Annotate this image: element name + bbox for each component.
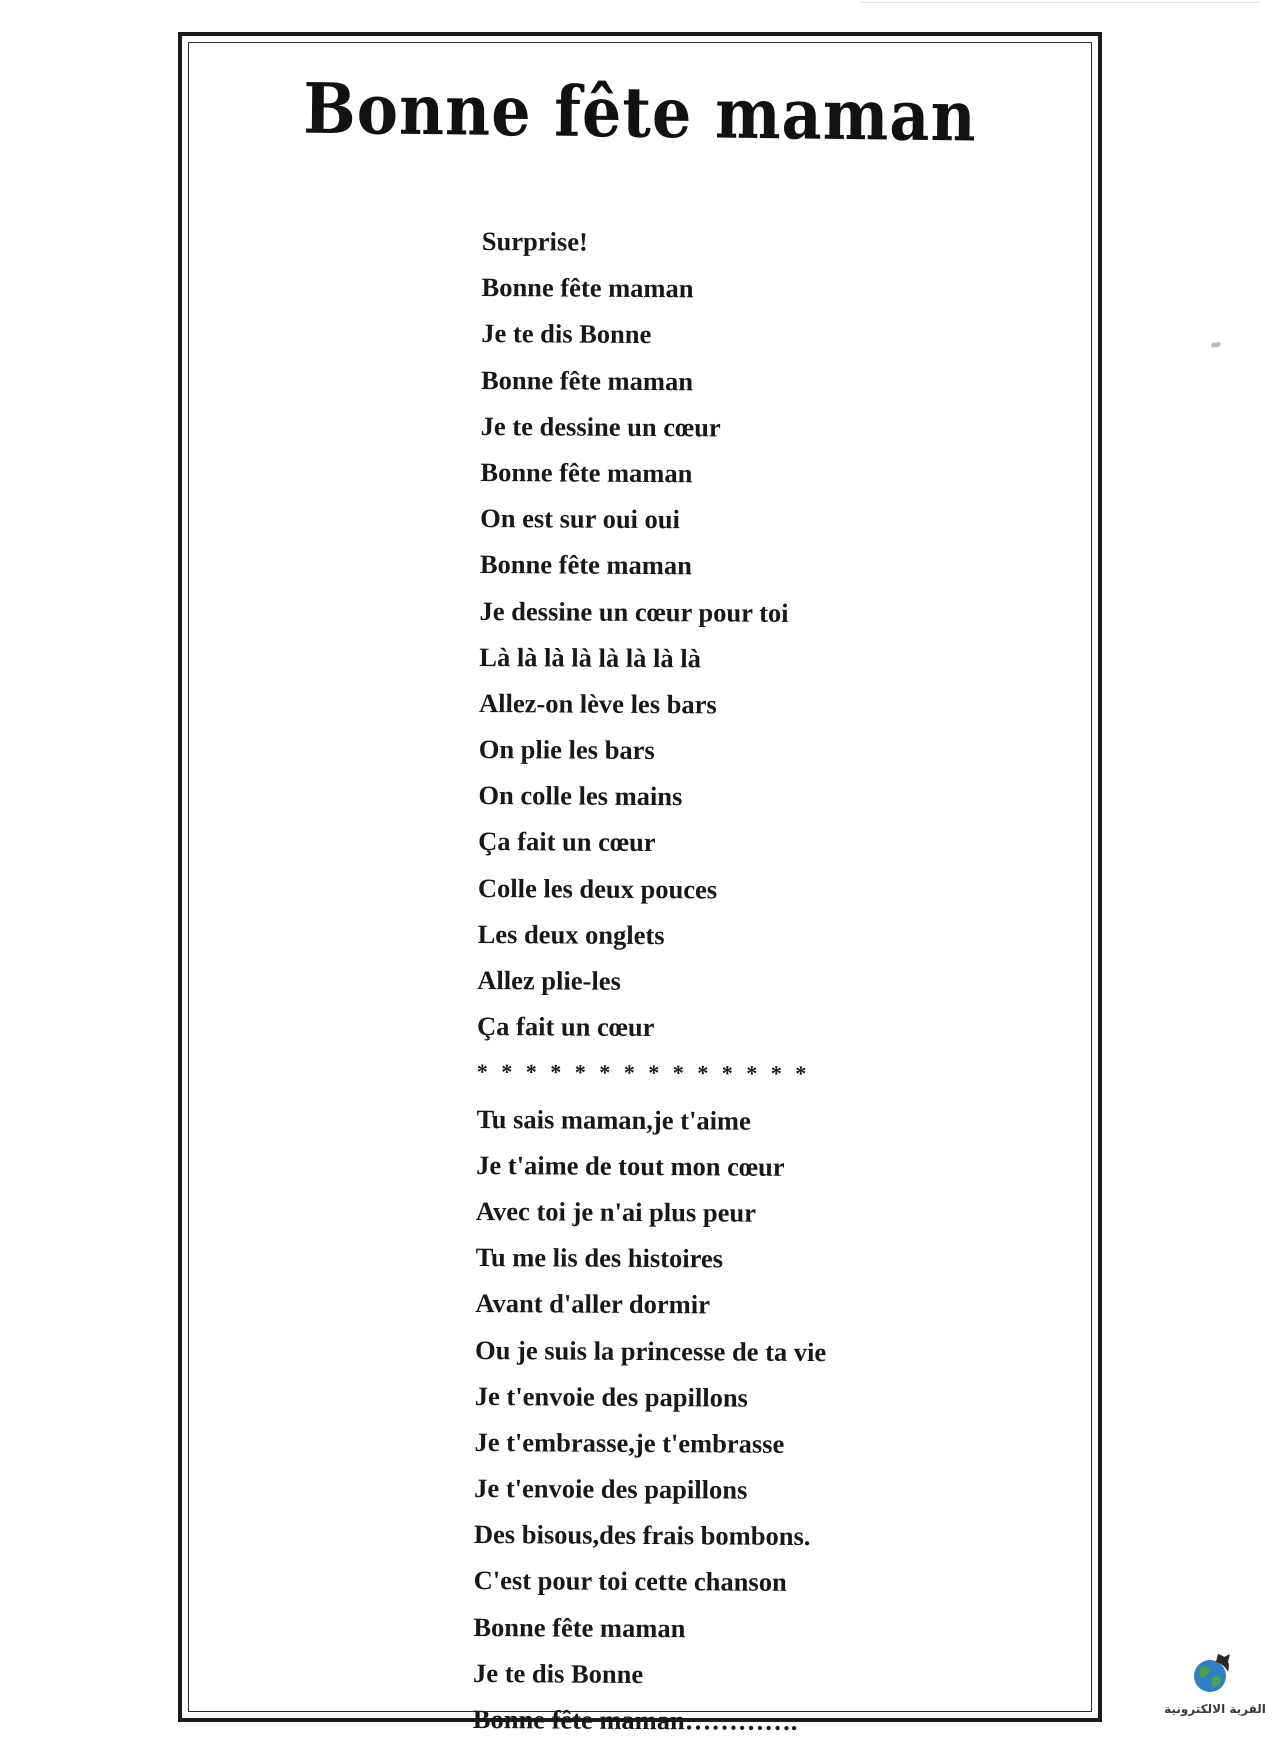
stanza-separator: * * * * * * * * * * * * * * (476, 1059, 811, 1087)
lyric-line: Je te dessine un cœur (480, 410, 721, 443)
lyric-line: Je t'envoie des papillons (474, 1473, 748, 1505)
scan-speck (1210, 340, 1222, 350)
globe-icon (1188, 1650, 1236, 1698)
lyric-line: Tu me lis des histoires (475, 1242, 724, 1274)
lyric-line: Bonne fête maman (480, 364, 694, 396)
lyric-line: Avant d'aller dormir (475, 1288, 711, 1320)
scan-edge-line (860, 2, 1260, 3)
lyric-line: Ça fait un cœur (478, 826, 656, 858)
lyric-line: Bonne fête maman (481, 272, 694, 304)
lyric-line: Des bisous,des frais bombons. (473, 1519, 811, 1552)
lyric-line: Ça fait un cœur (476, 1011, 655, 1043)
watermark-logo (1160, 1650, 1270, 1740)
lyric-line: On colle les mains (478, 780, 683, 812)
lyric-line: Je te dis Bonne (473, 1657, 644, 1689)
lyric-line: Bonne fête maman (473, 1611, 686, 1643)
lyric-line: Allez-on lève les bars (478, 687, 717, 720)
lyric-line: Bonne fête maman (479, 549, 692, 581)
lyric-line: Avec toi je n'ai plus peur (475, 1195, 756, 1228)
double-border-frame (178, 32, 1102, 1736)
lyric-line: Bonne fête maman…………. (472, 1703, 798, 1736)
lyric-line: Allez plie-les (477, 964, 621, 996)
lyric-line: Surprise! (481, 225, 588, 257)
lyric-line: Là là là là là là là là (479, 641, 702, 674)
song-title: Bonne fête maman (302, 67, 978, 158)
lyric-line: Ou je suis la princesse de ta vie (474, 1334, 827, 1367)
lyric-line: Je t'aime de tout mon cœur (476, 1149, 785, 1182)
watermark-text: القرية الالكترونية (1164, 1702, 1266, 1716)
lyric-line: Je te dis Bonne (481, 318, 652, 350)
lyric-line: Je t'embrasse,je t'embrasse (474, 1426, 785, 1459)
lyrics-list (473, 218, 833, 1744)
lyric-line: Les deux onglets (477, 918, 665, 950)
lyric-line: On plie les bars (478, 734, 655, 766)
lyric-line: Colle les deux pouces (477, 872, 718, 905)
lyric-line: Je dessine un cœur pour toi (479, 595, 789, 628)
lyric-line: Bonne fête maman (480, 456, 693, 489)
lyric-line: On est sur oui oui (480, 503, 681, 535)
lyric-line: Je t'envoie des papillons (474, 1380, 749, 1413)
lyric-line: C'est pour toi cette chanson (473, 1565, 787, 1598)
lyric-line: Tu sais maman,je t'aime (476, 1103, 751, 1136)
